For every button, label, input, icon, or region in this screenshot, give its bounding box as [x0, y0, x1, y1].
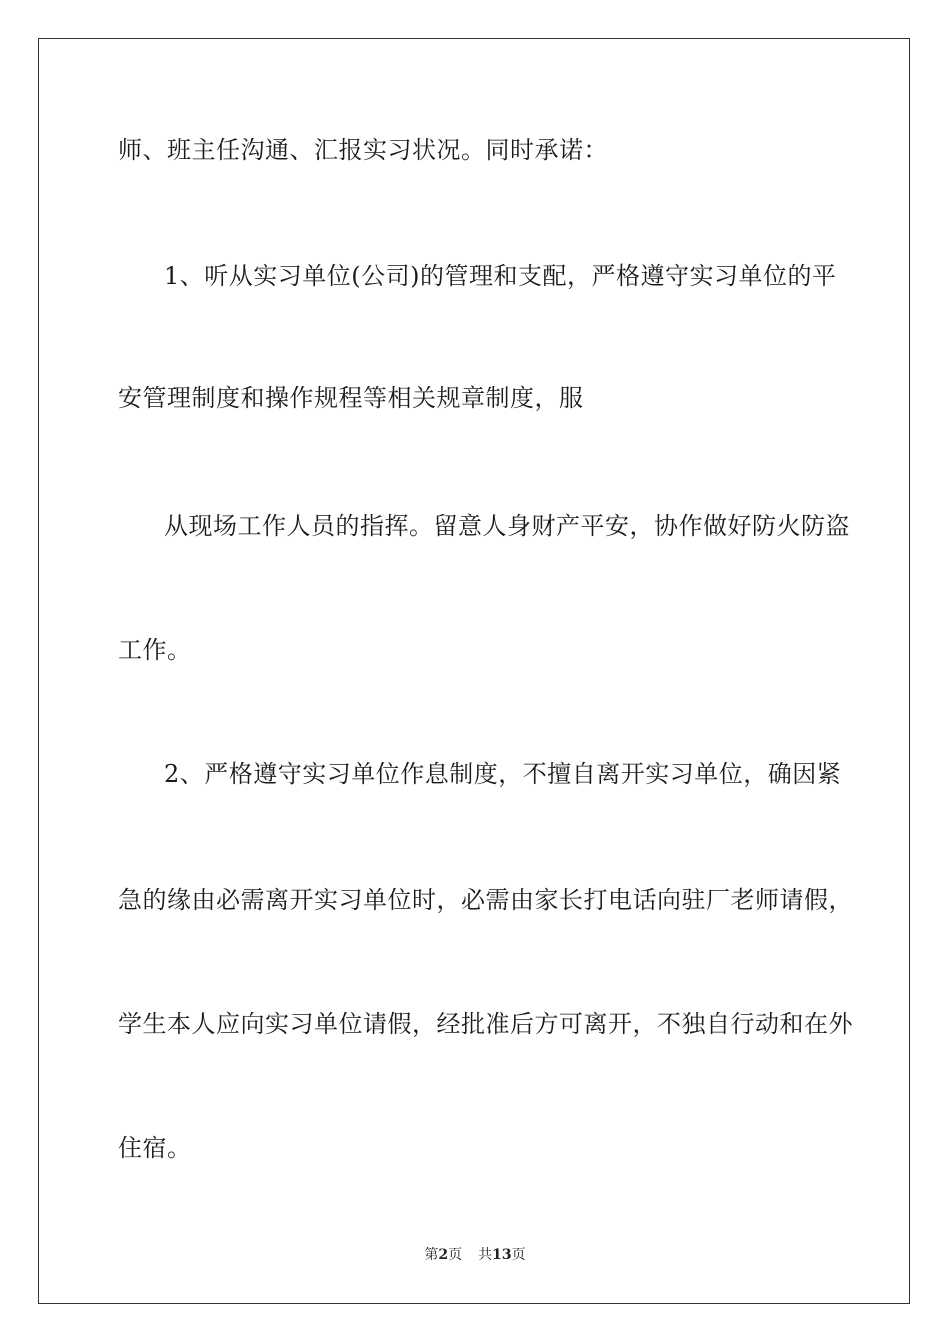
- text-line-4: 从现场工作人员的指挥。留意人身财产平安，协作做好防火防盗: [164, 512, 850, 540]
- page-prefix: 第: [424, 1247, 439, 1263]
- text-line-9: 住宿。: [118, 1134, 192, 1162]
- text-line-5: 工作。: [118, 636, 192, 664]
- page-frame: [38, 38, 910, 1304]
- total-suffix: 页: [511, 1247, 526, 1263]
- page-footer: [0, 1246, 950, 1264]
- total-pages: 13: [492, 1247, 512, 1263]
- text-line-3: 安管理制度和操作规程等相关规章制度，服: [118, 384, 584, 412]
- text-line-1: 师、班主任沟通、汇报实习状况。同时承诺：: [118, 136, 608, 164]
- total-prefix: 共: [478, 1247, 493, 1263]
- page-number: 2: [438, 1247, 449, 1263]
- text-line-6: 2、严格遵守实习单位作息制度，不擅自离开实习单位，确因紧: [164, 760, 842, 788]
- text-line-7: 急的缘由必需离开实习单位时，必需由家长打电话向驻厂老师请假，: [118, 886, 853, 914]
- text-line-8: 学生本人应向实习单位请假，经批准后方可离开，不独自行动和在外: [118, 1010, 853, 1038]
- text-line-2: 1、听从实习单位(公司)的管理和支配，严格遵守实习单位的平: [164, 262, 837, 290]
- page-suffix: 页: [448, 1247, 463, 1263]
